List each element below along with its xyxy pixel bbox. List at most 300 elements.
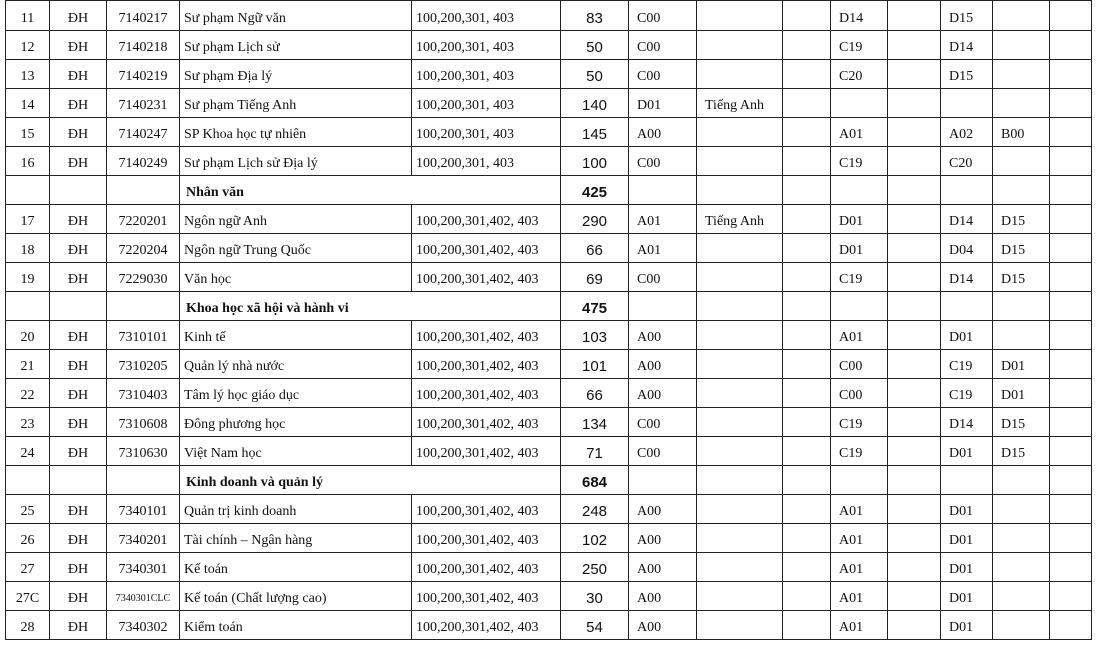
program-code: 7310403	[107, 379, 180, 408]
subject-language	[697, 582, 783, 611]
program-name: Quản lý nhà nước	[180, 350, 412, 379]
row-index: 16	[6, 147, 50, 176]
group-row	[6, 176, 1092, 205]
admission-methods: 100,200,301,402, 403	[412, 553, 561, 582]
subject-language	[697, 147, 783, 176]
admission-methods: 100,200,301, 403	[412, 1, 561, 31]
cell-empty	[783, 611, 831, 640]
subject-combo-4: D01	[993, 350, 1050, 379]
program-name: Việt Nam học	[180, 437, 412, 466]
cell-empty	[783, 31, 831, 60]
table-row	[6, 89, 1092, 118]
subject-combo-1: A01	[629, 234, 697, 263]
program-name: Kiểm toán	[180, 611, 412, 640]
subject-combo-4	[993, 89, 1050, 118]
cell-empty	[888, 350, 941, 379]
program-name: Tâm lý học giáo dục	[180, 379, 412, 408]
program-code: 7140218	[107, 31, 180, 60]
subject-combo-1: C00	[629, 1, 697, 31]
cell-empty	[783, 1, 831, 31]
row-level: ĐH	[50, 118, 107, 147]
subject-combo-3: D01	[941, 611, 993, 640]
quota: 71	[561, 437, 629, 466]
subject-combo-4	[993, 147, 1050, 176]
row-level: ĐH	[50, 89, 107, 118]
subject-combo-1: C00	[629, 60, 697, 89]
program-code: 7140217	[107, 1, 180, 31]
subject-language	[697, 611, 783, 640]
quota: 54	[561, 611, 629, 640]
cell-empty	[1050, 582, 1092, 611]
row-index: 25	[6, 495, 50, 524]
cell-empty	[888, 408, 941, 437]
table-row	[6, 408, 1092, 437]
quota: 66	[561, 379, 629, 408]
cell-empty	[783, 292, 831, 321]
cell-empty	[888, 437, 941, 466]
subject-language	[697, 437, 783, 466]
subject-combo-3: D14	[941, 205, 993, 234]
row-index: 12	[6, 31, 50, 60]
subject-combo-1: C00	[629, 408, 697, 437]
subject-combo-3: C20	[941, 147, 993, 176]
cell-empty	[697, 292, 783, 321]
cell-empty	[1050, 1, 1092, 31]
program-code: 7340302	[107, 611, 180, 640]
cell-empty	[1050, 234, 1092, 263]
table-row	[6, 437, 1092, 466]
cell-empty	[1050, 524, 1092, 553]
cell-empty	[1050, 321, 1092, 350]
subject-combo-3: D01	[941, 437, 993, 466]
subject-language	[697, 553, 783, 582]
cell-empty	[941, 466, 993, 495]
table-row	[6, 582, 1092, 611]
admission-methods: 100,200,301, 403	[412, 60, 561, 89]
row-index: 21	[6, 350, 50, 379]
subject-combo-2: A01	[831, 118, 888, 147]
quota: 50	[561, 60, 629, 89]
row-index: 26	[6, 524, 50, 553]
admission-methods: 100,200,301,402, 403	[412, 437, 561, 466]
cell-empty	[697, 176, 783, 205]
cell-empty	[888, 292, 941, 321]
subject-combo-2: D01	[831, 234, 888, 263]
cell-empty	[783, 582, 831, 611]
cell-empty	[993, 466, 1050, 495]
row-index: 23	[6, 408, 50, 437]
subject-combo-2: C19	[831, 263, 888, 292]
program-name: Sư phạm Ngữ văn	[180, 1, 412, 31]
program-code: 7140219	[107, 60, 180, 89]
program-name: Tài chính – Ngân hàng	[180, 524, 412, 553]
subject-combo-2: C00	[831, 379, 888, 408]
cell-empty	[783, 350, 831, 379]
subject-combo-2: D01	[831, 205, 888, 234]
cell-empty	[888, 60, 941, 89]
cell-empty	[1050, 205, 1092, 234]
subject-combo-4	[993, 31, 1050, 60]
quota: 100	[561, 147, 629, 176]
subject-combo-3: C19	[941, 379, 993, 408]
group-name: Kinh doanh và quản lý	[180, 466, 561, 495]
cell-empty	[1050, 437, 1092, 466]
subject-combo-3: D14	[941, 408, 993, 437]
cell-empty	[107, 466, 180, 495]
program-code: 7340101	[107, 495, 180, 524]
subject-combo-3: D01	[941, 495, 993, 524]
row-index: 24	[6, 437, 50, 466]
subject-combo-1: C00	[629, 437, 697, 466]
cell-empty	[831, 176, 888, 205]
quota: 66	[561, 234, 629, 263]
program-code: 7310101	[107, 321, 180, 350]
table-row	[6, 495, 1092, 524]
cell-empty	[6, 466, 50, 495]
subject-combo-1: A00	[629, 611, 697, 640]
cell-empty	[783, 89, 831, 118]
admission-methods: 100,200,301, 403	[412, 118, 561, 147]
quota: 103	[561, 321, 629, 350]
row-level: ĐH	[50, 437, 107, 466]
program-name: Sư phạm Địa lý	[180, 60, 412, 89]
table-row	[6, 350, 1092, 379]
group-row	[6, 466, 1092, 495]
cell-empty	[1050, 176, 1092, 205]
cell-empty	[888, 582, 941, 611]
subject-combo-4: B00	[993, 118, 1050, 147]
subject-language	[697, 60, 783, 89]
program-name: Quản trị kinh doanh	[180, 495, 412, 524]
admission-methods: 100,200,301,402, 403	[412, 611, 561, 640]
subject-language	[697, 379, 783, 408]
admission-methods: 100,200,301,402, 403	[412, 263, 561, 292]
table-row	[6, 205, 1092, 234]
program-code: 7140231	[107, 89, 180, 118]
row-level: ĐH	[50, 60, 107, 89]
cell-empty	[888, 205, 941, 234]
subject-language	[697, 31, 783, 60]
subject-combo-4	[993, 1, 1050, 31]
subject-combo-4: D15	[993, 408, 1050, 437]
cell-empty	[888, 234, 941, 263]
cell-empty	[1050, 350, 1092, 379]
row-level: ĐH	[50, 350, 107, 379]
cell-empty	[1050, 263, 1092, 292]
quota: 102	[561, 524, 629, 553]
program-code: 7229030	[107, 263, 180, 292]
subject-combo-3: D01	[941, 582, 993, 611]
row-index: 15	[6, 118, 50, 147]
subject-combo-1: A00	[629, 495, 697, 524]
cell-empty	[1050, 408, 1092, 437]
subject-combo-1: C00	[629, 263, 697, 292]
admission-methods: 100,200,301,402, 403	[412, 205, 561, 234]
row-level: ĐH	[50, 234, 107, 263]
quota: 69	[561, 263, 629, 292]
subject-combo-1: A00	[629, 118, 697, 147]
cell-empty	[888, 524, 941, 553]
table-row	[6, 1, 1092, 31]
admission-methods: 100,200,301, 403	[412, 147, 561, 176]
table-row	[6, 379, 1092, 408]
row-level: ĐH	[50, 1, 107, 31]
cell-empty	[1050, 611, 1092, 640]
subject-combo-4	[993, 321, 1050, 350]
cell-empty	[783, 60, 831, 89]
subject-combo-3: D01	[941, 553, 993, 582]
row-level: ĐH	[50, 321, 107, 350]
group-quota: 425	[561, 176, 629, 205]
cell-empty	[831, 292, 888, 321]
cell-empty	[783, 379, 831, 408]
cell-empty	[6, 292, 50, 321]
subject-combo-4	[993, 60, 1050, 89]
cell-empty	[107, 292, 180, 321]
subject-combo-2: A01	[831, 611, 888, 640]
subject-combo-1: C00	[629, 31, 697, 60]
quota: 50	[561, 31, 629, 60]
subject-language	[697, 1, 783, 31]
cell-empty	[6, 176, 50, 205]
program-code: 7310630	[107, 437, 180, 466]
admission-methods: 100,200,301,402, 403	[412, 582, 561, 611]
subject-combo-4	[993, 524, 1050, 553]
cell-empty	[888, 1, 941, 31]
row-level: ĐH	[50, 205, 107, 234]
program-name: Sư phạm Tiếng Anh	[180, 89, 412, 118]
subject-combo-4	[993, 553, 1050, 582]
row-index: 18	[6, 234, 50, 263]
program-name: Kế toán (Chất lượng cao)	[180, 582, 412, 611]
subject-combo-3: D14	[941, 31, 993, 60]
admission-methods: 100,200,301,402, 403	[412, 350, 561, 379]
row-level: ĐH	[50, 408, 107, 437]
subject-combo-2: D14	[831, 1, 888, 31]
quota: 30	[561, 582, 629, 611]
subject-combo-1: A00	[629, 553, 697, 582]
subject-combo-1: A00	[629, 524, 697, 553]
cell-empty	[1050, 31, 1092, 60]
cell-empty	[783, 321, 831, 350]
subject-combo-4: D15	[993, 263, 1050, 292]
table-row	[6, 118, 1092, 147]
cell-empty	[1050, 89, 1092, 118]
row-index: 27	[6, 553, 50, 582]
subject-language	[697, 524, 783, 553]
row-level: ĐH	[50, 582, 107, 611]
subject-language	[697, 234, 783, 263]
subject-combo-1: D01	[629, 89, 697, 118]
cell-empty	[888, 31, 941, 60]
cell-empty	[1050, 292, 1092, 321]
subject-combo-2: C19	[831, 437, 888, 466]
row-index: 27C	[6, 582, 50, 611]
row-level: ĐH	[50, 263, 107, 292]
subject-combo-2: C00	[831, 350, 888, 379]
program-name: Văn học	[180, 263, 412, 292]
subject-combo-3	[941, 89, 993, 118]
cell-empty	[1050, 147, 1092, 176]
cell-empty	[888, 495, 941, 524]
cell-empty	[941, 292, 993, 321]
program-name: Ngôn ngữ Anh	[180, 205, 412, 234]
cell-empty	[888, 118, 941, 147]
program-code: 7340201	[107, 524, 180, 553]
subject-combo-3: D01	[941, 321, 993, 350]
group-name: Khoa học xã hội và hành vi	[180, 292, 561, 321]
subject-combo-1: A00	[629, 321, 697, 350]
subject-combo-1: C00	[629, 147, 697, 176]
admission-methods: 100,200,301,402, 403	[412, 321, 561, 350]
admissions-table	[5, 0, 1092, 640]
row-level: ĐH	[50, 379, 107, 408]
quota: 248	[561, 495, 629, 524]
cell-empty	[50, 176, 107, 205]
subject-combo-4: D15	[993, 234, 1050, 263]
admission-methods: 100,200,301,402, 403	[412, 234, 561, 263]
cell-empty	[1050, 466, 1092, 495]
table-row	[6, 263, 1092, 292]
group-quota: 475	[561, 292, 629, 321]
program-name: Sư phạm Lịch sử Địa lý	[180, 147, 412, 176]
cell-empty	[783, 466, 831, 495]
row-index: 17	[6, 205, 50, 234]
table-row	[6, 611, 1092, 640]
row-index: 11	[6, 1, 50, 31]
cell-empty	[697, 466, 783, 495]
subject-language: Tiếng Anh	[697, 205, 783, 234]
table-row	[6, 234, 1092, 263]
subject-combo-4	[993, 582, 1050, 611]
table-row	[6, 147, 1092, 176]
program-name: SP Khoa học tự nhiên	[180, 118, 412, 147]
program-code: 7310205	[107, 350, 180, 379]
subject-combo-2: C19	[831, 31, 888, 60]
subject-combo-3: D14	[941, 263, 993, 292]
cell-empty	[888, 611, 941, 640]
group-quota: 684	[561, 466, 629, 495]
program-code: 7220201	[107, 205, 180, 234]
table-row	[6, 553, 1092, 582]
cell-empty	[783, 263, 831, 292]
row-index: 14	[6, 89, 50, 118]
cell-empty	[993, 176, 1050, 205]
cell-empty	[941, 176, 993, 205]
subject-combo-2: A01	[831, 582, 888, 611]
cell-empty	[783, 234, 831, 263]
subject-combo-3: D15	[941, 60, 993, 89]
cell-empty	[1050, 553, 1092, 582]
admission-methods: 100,200,301, 403	[412, 89, 561, 118]
quota: 145	[561, 118, 629, 147]
cell-empty	[783, 553, 831, 582]
row-level: ĐH	[50, 31, 107, 60]
subject-combo-2	[831, 89, 888, 118]
row-level: ĐH	[50, 147, 107, 176]
table-row	[6, 31, 1092, 60]
cell-empty	[888, 379, 941, 408]
program-code: 7340301	[107, 553, 180, 582]
program-code: 7140249	[107, 147, 180, 176]
subject-combo-3: A02	[941, 118, 993, 147]
cell-empty	[1050, 379, 1092, 408]
cell-empty	[1050, 60, 1092, 89]
subject-language	[697, 118, 783, 147]
cell-empty	[107, 176, 180, 205]
quota: 250	[561, 553, 629, 582]
quota: 83	[561, 1, 629, 31]
subject-language: Tiếng Anh	[697, 89, 783, 118]
cell-empty	[1050, 495, 1092, 524]
program-name: Ngôn ngữ Trung Quốc	[180, 234, 412, 263]
program-name: Sư phạm Lịch sử	[180, 31, 412, 60]
cell-empty	[783, 495, 831, 524]
subject-combo-2: C19	[831, 147, 888, 176]
row-index: 13	[6, 60, 50, 89]
cell-empty	[783, 408, 831, 437]
table-row	[6, 321, 1092, 350]
group-name: Nhân văn	[180, 176, 561, 205]
table-row	[6, 60, 1092, 89]
cell-empty	[629, 466, 697, 495]
subject-combo-3: D15	[941, 1, 993, 31]
cell-empty	[783, 118, 831, 147]
program-code: 7310608	[107, 408, 180, 437]
subject-combo-4	[993, 611, 1050, 640]
subject-combo-4: D15	[993, 205, 1050, 234]
quota: 140	[561, 89, 629, 118]
cell-empty	[50, 466, 107, 495]
row-level: ĐH	[50, 524, 107, 553]
cell-empty	[888, 466, 941, 495]
subject-combo-1: A00	[629, 350, 697, 379]
row-level: ĐH	[50, 553, 107, 582]
subject-combo-4	[993, 495, 1050, 524]
group-row	[6, 292, 1092, 321]
cell-empty	[629, 292, 697, 321]
program-code: 7140247	[107, 118, 180, 147]
row-level: ĐH	[50, 611, 107, 640]
program-name: Kinh tế	[180, 321, 412, 350]
subject-language	[697, 350, 783, 379]
subject-language	[697, 263, 783, 292]
subject-combo-2: C19	[831, 408, 888, 437]
subject-combo-2: A01	[831, 495, 888, 524]
admission-methods: 100,200,301, 403	[412, 31, 561, 60]
cell-empty	[888, 89, 941, 118]
subject-combo-3: D04	[941, 234, 993, 263]
row-index: 20	[6, 321, 50, 350]
cell-empty	[888, 553, 941, 582]
cell-empty	[783, 524, 831, 553]
row-index: 19	[6, 263, 50, 292]
subject-combo-1: A01	[629, 205, 697, 234]
row-index: 22	[6, 379, 50, 408]
cell-empty	[831, 466, 888, 495]
cell-empty	[1050, 118, 1092, 147]
cell-empty	[993, 292, 1050, 321]
program-name: Kế toán	[180, 553, 412, 582]
subject-combo-1: A00	[629, 379, 697, 408]
cell-empty	[783, 205, 831, 234]
cell-empty	[50, 292, 107, 321]
cell-empty	[888, 176, 941, 205]
cell-empty	[888, 147, 941, 176]
quota: 134	[561, 408, 629, 437]
subject-language	[697, 321, 783, 350]
admission-methods: 100,200,301,402, 403	[412, 524, 561, 553]
